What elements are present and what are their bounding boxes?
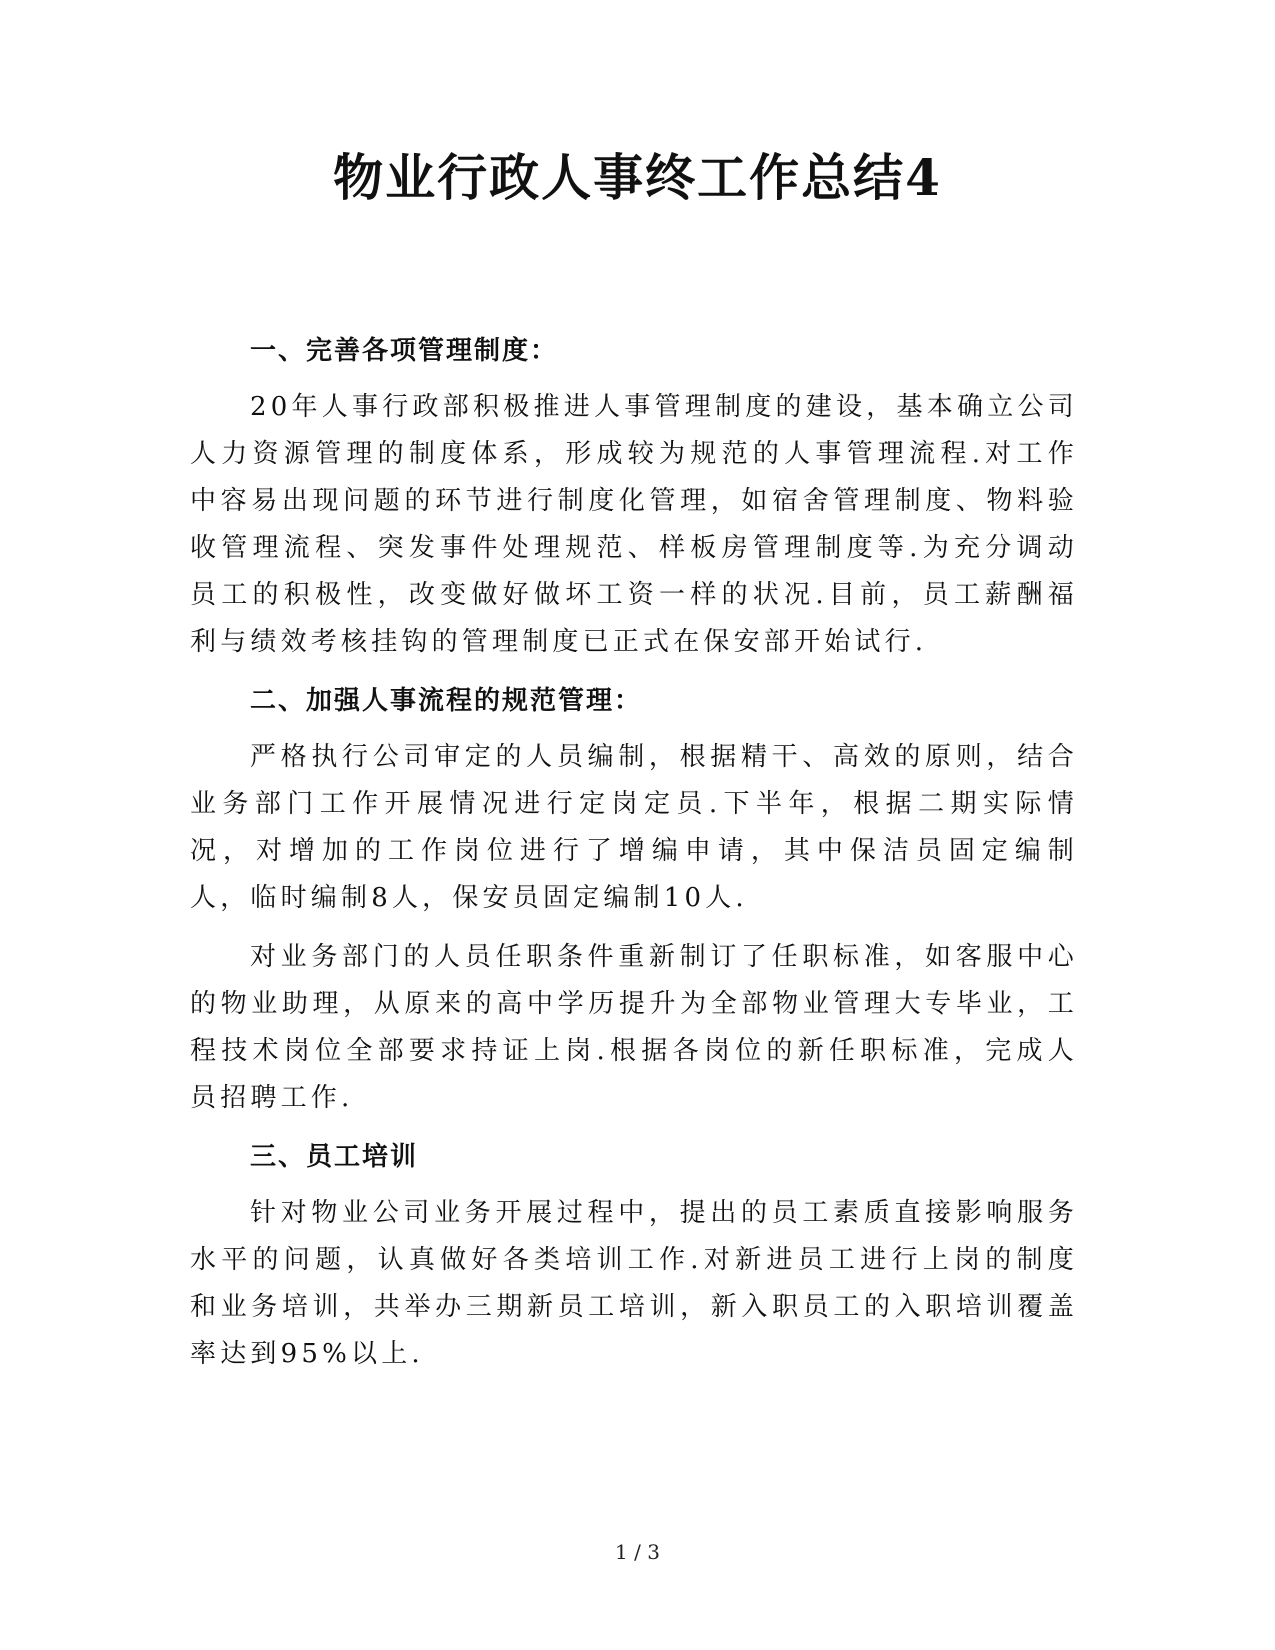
section-management-systems <box>190 328 1078 666</box>
document-body <box>190 328 1078 1390</box>
paragraph: 严格执行公司审定的人员编制，根据精干、高效的原则，结合业务部门工作开展情况进行定岗定员.下半年，根据二期实际情况，对增加的工作岗位进行了增编申请，其中保洁员固定编制 人，临时编制8人，保安员固定编制10人. <box>190 742 1078 913</box>
paragraph: 对业务部门的人员任职条件重新制订了任职标准，如客服中心的物业助理，从原来的高中学历提升为全部物业管理大专毕业，工程技术岗位全部要求持证上岗.根据各岗位的新任职标准，完成人员招聘工作. <box>190 942 1078 1113</box>
section-employee-training <box>190 1134 1078 1378</box>
section-heading: 三、员工培训 <box>250 1142 419 1172</box>
paragraph: 20年人事行政部积极推进人事管理制度的建设，基本确立公司人力资源管理的制度体系，形成较为规范的人事管理流程.对工作中容易出现问题的环节进行制度化管理，如宿舍管理制度、物料验收管理流程、突发事件处理规范、样板房管理制度等.为充分调动员工的积极性，改变做好做坏工资一样的状况.目前，员工薪酬福利与绩效考核挂钩的管理制度已正式在保安部开始试行. <box>190 392 1078 657</box>
section-heading: 一、完善各项管理制度： <box>250 336 559 366</box>
paragraph: 针对物业公司业务开展过程中，提出的员工素质直接影响服务水平的问题，认真做好各类培训工作.对新进员工进行上岗的制度和业务培训，共举办三期新员工培训，新入职员工的入职培训覆盖率达到95%以上. <box>190 1198 1078 1369</box>
page-number: 1 / 3 <box>615 1540 660 1564</box>
section-hr-process <box>190 678 1078 1122</box>
section-heading: 二、加强人事流程的规范管理： <box>250 686 643 716</box>
document-title: 物业行政人事终工作总结4 <box>333 148 942 207</box>
